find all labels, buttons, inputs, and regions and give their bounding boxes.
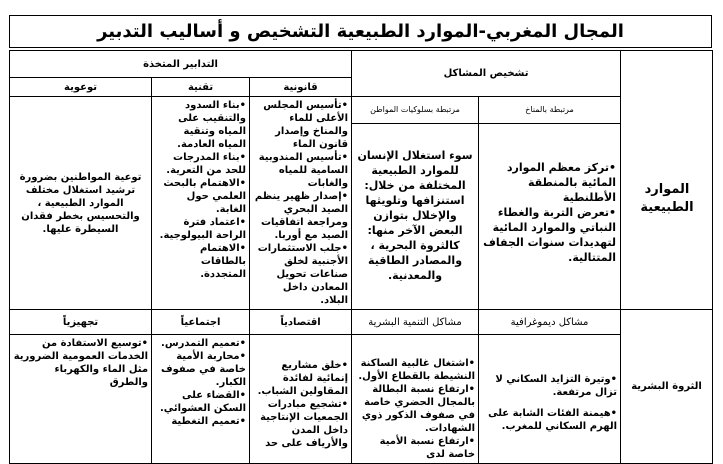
natural-technical-item: •الاهتمام بالطاقات المتجددة.	[199, 243, 247, 280]
natural-legal-item: •إصدار ظهير ينظم الصيد البحري ومراجعة اتفاقيات الصيد مع أوربا.	[254, 191, 349, 241]
natural-technical-item: •بناء السدود والتنقيب على المياه وتنقية المياه العادمة.	[177, 100, 247, 150]
header-demographic: مشاكل ديموغرافية	[479, 310, 621, 335]
natural-climate-cell	[479, 97, 621, 310]
natural-behaviour-cell	[352, 97, 479, 310]
natural-legal-item: •تأسيس المجلس الأعلى للماء والمناخ وإصدار قانون الماء	[263, 100, 349, 150]
header-social: اجتماعياً	[152, 310, 250, 335]
natural-legal-item: •جلب الاستثمارات الأجنبية لخلق صناعات تحويل المعادن داخل البلاد.	[257, 243, 349, 306]
natural-technical-item: •الاهتمام بالبحث العلمي حول الغابة.	[163, 178, 247, 215]
header-equipment: تجهيزياً	[10, 310, 152, 335]
natural-technical-cell	[152, 97, 250, 310]
natural-climate-item: •تركز معظم الموارد المائية بالمنطقة الأطلنطية	[506, 161, 617, 204]
human-dev-item: •ارتفاع نسبة الأمية خاصة لدى	[379, 436, 476, 460]
human-dev-item: •ارتفاع نسبة البطالة بالمجال الحضري خاصة في صفوف الذكور ذوي الشهادات.	[361, 384, 476, 434]
natural-legal-item: •تأسيس المندوبية السامية للمياه والغابات	[258, 152, 349, 189]
human-social-cell	[152, 335, 250, 464]
natural-technical-item: •اعتماد فترة الراحة البيولوجية.	[159, 217, 247, 241]
header-diagnosis: تشخيص المشاكل	[352, 51, 621, 97]
row-label-natural: الموارد الطبيعية	[640, 182, 694, 215]
human-social-item: •تعميم التمدرس.	[161, 338, 247, 349]
human-demographic-item: •وتيرة التزايد السكاني لا تزال مرتفعة.	[495, 374, 618, 398]
natural-awareness-text: توعية المواطنين بضرورة ترشيد استغلال مختلف الموارد الطبيعية ، والتحسيس بخطر فقدان السيطرة عليها.	[19, 171, 142, 235]
human-economic-item: •تشجيع مبادرات الجمعيات الإنتاجية داخل المدن والأرياف على حد	[260, 399, 349, 449]
human-economic-item: •خلق مشاريع إنمائية لفائدة المقاولين الشباب.	[257, 360, 349, 397]
header-legal: قانونية	[250, 78, 352, 97]
natural-legal-cell	[250, 97, 352, 310]
row-label-human: الثروة البشرية	[621, 310, 713, 464]
human-social-item: •محاربة الأمية خاصة في صفوف الكبار.	[160, 351, 247, 388]
human-dev-cell	[352, 335, 479, 464]
header-awareness: توعوية	[10, 78, 152, 97]
human-social-item: •تعميم التغطية	[171, 416, 247, 427]
natural-climate-item: •تعرض التربة والغطاء النباتي والموارد المائية لتهديدات سنوات الجفاف المتتالية.	[483, 206, 617, 264]
header-human-dev: مشاكل التنمية البشرية	[352, 310, 479, 335]
natural-awareness-cell	[10, 97, 152, 310]
human-dev-item: •اشتغال غالبية الساكنة النشيطة بالقطاع الأول.	[358, 358, 476, 382]
page-title: المجال المغربي-الموارد الطبيعية التشخيص و أساليب التدبير	[9, 15, 712, 48]
human-demographic-item: •هيمنة الفئات الشابة على الهرم السكاني للمغرب.	[488, 408, 618, 432]
natural-behaviour-text: سوء استغلال الإنسان للموارد الطبيعية المختلفة من خلال: استنزافها وتلويثها والإخلال بتوازن البعض الآخر منها: كالثروة البحرية ، والمصادر الطاقية والمعدنية.	[357, 149, 473, 282]
human-demographic-cell	[479, 335, 621, 464]
human-economic-cell	[250, 335, 352, 464]
header-economic: اقتصادياً	[250, 310, 352, 335]
human-equipment-cell	[10, 335, 152, 464]
header-climate: مرتبطة بالمناخ	[479, 97, 620, 124]
natural-technical-item: •بناء المدرجات للحد من التعرية.	[166, 152, 247, 176]
human-social-item: •القضاء على السكن العشوائي.	[160, 390, 247, 414]
header-behaviour: مرتبطة بسلوكيات المواطن	[352, 97, 478, 124]
diagnosis-measures-table	[9, 50, 713, 464]
header-measures: التدابير المتخذة	[10, 51, 352, 78]
human-equipment-item: •توسيع الاستفادة من الخدمات العمومية الضرورية مثل الماء والكهرباء والطرق	[13, 338, 149, 388]
header-technical: تقنية	[152, 78, 250, 97]
